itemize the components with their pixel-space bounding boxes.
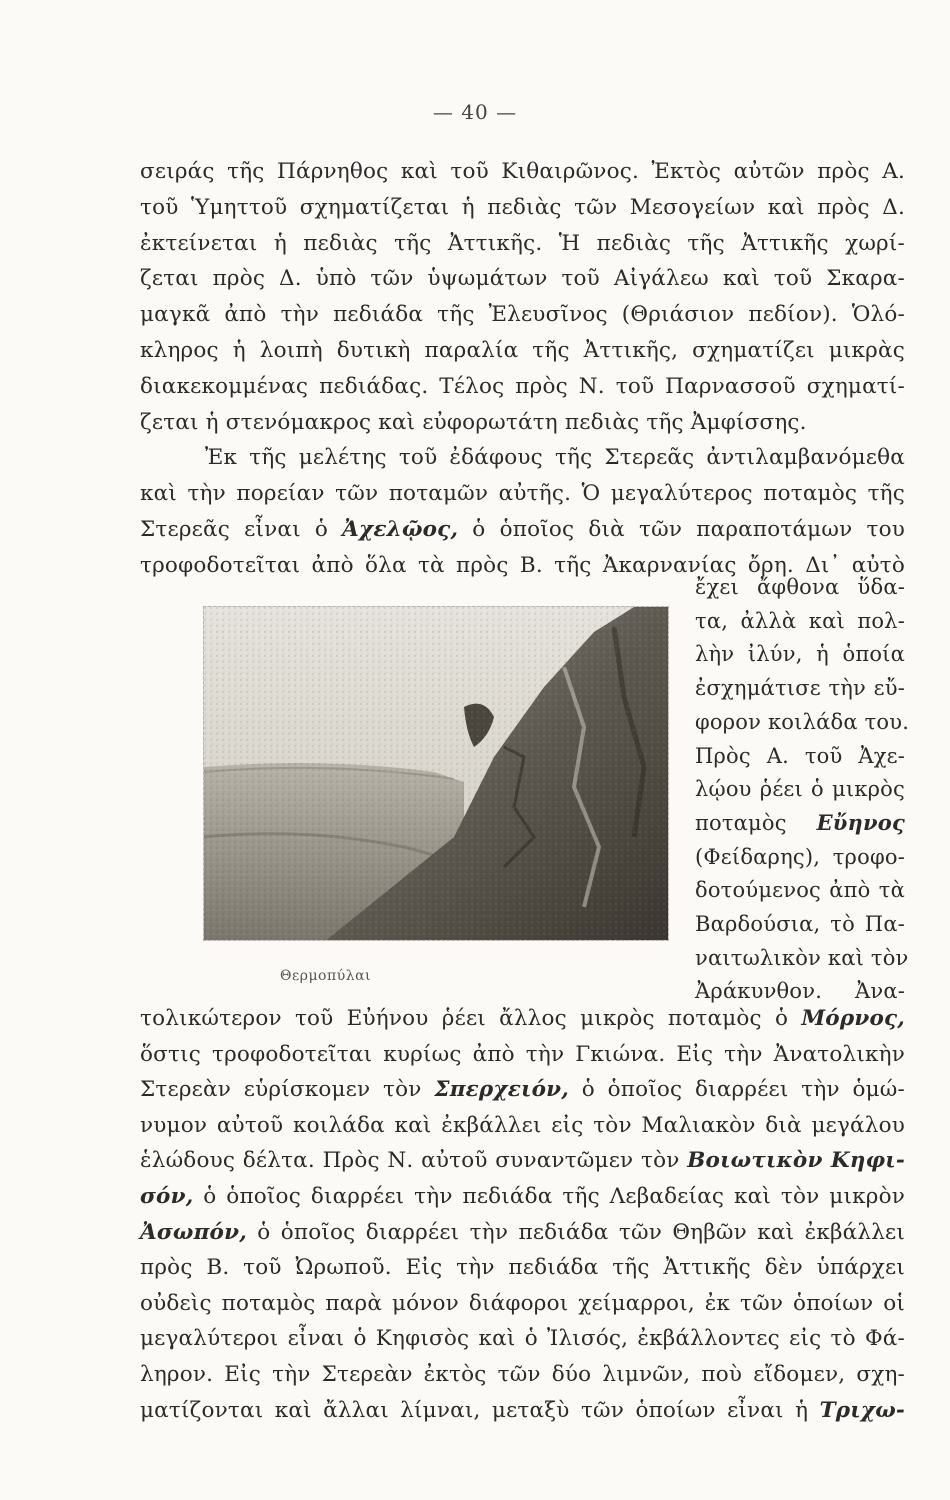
text-line [205, 443, 905, 473]
text-line [140, 1396, 905, 1426]
bold-term: Ἀχελῷος, [342, 517, 459, 542]
text-span: φορον κοιλάδα του. [695, 709, 910, 734]
bold-term: Εὔηνος [816, 809, 905, 835]
page-number: — 40 — [432, 100, 518, 124]
text-line [695, 875, 905, 905]
text-span: τα, ἀλλὰ καὶ πολ- [695, 608, 905, 633]
text-line [140, 1075, 905, 1105]
text-span: ματίζονται καὶ ἄλλαι λίμναι, μεταξὺ τῶν ὁποίων εἶναι ἡ [140, 1397, 820, 1423]
text-line [695, 673, 905, 703]
text-line [140, 479, 905, 509]
text-line [140, 1218, 905, 1248]
text-line [140, 229, 905, 259]
text-line [695, 774, 905, 804]
text-line [140, 1289, 905, 1319]
text-span: Στερεᾶς εἶναι ὁ [140, 517, 343, 542]
text-line [695, 741, 905, 771]
text-line [140, 1040, 905, 1070]
text-span: Πρὸς Α. τοῦ Ἀχε- [695, 743, 905, 768]
text-span: Ἀράκυνθον. Ἀνα- [695, 979, 905, 1004]
text-line [140, 1146, 905, 1176]
photo-thermopylae [203, 606, 669, 941]
text-span: ναιτωλικὸν καὶ τὸν [695, 945, 909, 970]
text-line [695, 943, 909, 973]
text-span: δοτούμενος ἀπὸ τὰ [695, 878, 905, 903]
text-span: πρὸς Β. τοῦ Ὠρωποῦ. Εἰς τὴν πεδιάδα τῆς Ἀττικῆς δὲν ὑπάρχει [140, 1255, 905, 1281]
photo-caption: Θερμοπύλαι [280, 968, 372, 984]
text-span: κληρος ἡ λοιπὴ δυτικὴ παραλία τῆς Ἀττικῆς, σχηματίζει μικρὰς [140, 338, 905, 363]
text-span: Βαρδούσια, τὸ Πα- [695, 912, 905, 936]
text-span: μεγαλύτεροι εἶναι ὁ Κηφισὸς καὶ ὁ Ἰλισός, ἐκβάλλοντες εἰς τὸ Φά- [140, 1326, 905, 1352]
text-span: λῴου ῥέει ὁ μικρὸς [695, 777, 905, 802]
text-span: ποταμὸς [695, 810, 817, 835]
text-span: μαγκᾶ ἀπὸ τὴν πεδιάδα τῆς Ἐλευσῖνος (Θριάσιον πεδίον). Ὁλό- [140, 302, 905, 328]
text-span: τοῦ Ὑμηττοῦ σχηματίζεται ἡ πεδιὰς τῶν Μεσογείων καὶ πρὸς Δ. [140, 194, 905, 220]
text-line [140, 1324, 905, 1354]
bold-term: Μόρνος, [801, 1006, 905, 1031]
text-span: ἔχει ἄφθονα ὕδα- [695, 575, 905, 599]
text-line [695, 707, 910, 737]
text-line [140, 1253, 905, 1283]
text-span: Ἐκ τῆς μελέτης τοῦ ἐδάφους τῆς Στερεᾶς ἀντιλαμβανόμεθα [205, 445, 905, 471]
text-line [140, 408, 905, 438]
text-span: ζεται πρὸς Δ. ὑπὸ τῶν ὑψωμάτων τοῦ Αἰγάλεω καὶ τοῦ Σκαρα- [140, 266, 905, 292]
text-span: ὁ ὁποῖος διὰ τῶν παραποτάμων του [458, 517, 905, 542]
text-span: καὶ τὴν πορείαν τῶν ποταμῶν αὐτῆς. Ὁ μεγαλύτερος ποταμὸς τῆς [140, 481, 905, 507]
text-span: ληρον. Εἰς τὴν Στερεὰν ἐκτὸς τῶν δύο λιμνῶν, ποὺ εἴδομεν, σχη- [140, 1362, 905, 1387]
text-line [695, 842, 905, 872]
text-line [140, 336, 905, 366]
text-line [140, 515, 905, 545]
text-span: ἐκτείνεται ἡ πεδιὰς τῆς Ἀττικῆς. Ἡ πεδιὰς τῆς Ἀττικῆς χωρί- [140, 230, 905, 256]
text-line [140, 1360, 905, 1390]
text-line [140, 300, 905, 330]
text-line [140, 157, 905, 187]
text-span: σειράς τῆς Πάρνηθος καὶ τοῦ Κιθαιρῶνος. Ἐκτὸς αὐτῶν πρὸς Α. [140, 159, 905, 184]
bold-term: Σπερχειόν, [434, 1077, 569, 1103]
text-span: ὅστις τροφοδοτεῖται κυρίως ἀπὸ τὴν Γκιώνα. Εἰς τὴν Ἀνατολικὴν [140, 1041, 905, 1067]
text-span: λὴν ἰλύν, ἡ ὁποία [695, 642, 905, 667]
bold-term: Ἀσωπόν, [140, 1219, 247, 1245]
text-line [140, 1004, 905, 1034]
text-line [695, 572, 905, 602]
bold-term: Τριχω- [819, 1397, 905, 1423]
text-line [695, 808, 905, 838]
text-line [695, 976, 905, 1006]
text-line [140, 264, 905, 294]
text-span: οὐδεὶς ποταμὸς παρὰ μόνον διάφοροι χείμαρροι, ἐκ τῶν ὁποίων οἱ [140, 1290, 905, 1316]
text-span: ὁ ὁποῖος διαρρέει τὴν πεδιάδα τῆς Λεβαδείας καὶ τὸν μικρὸν [193, 1184, 905, 1209]
text-span: ζεται ἡ στενόμακρος καὶ εὐφορωτάτη πεδιὰς τῆς Ἀμφίσσης. [140, 409, 807, 435]
text-span: ὁ ὁποῖος διαρρέει τὴν πεδιάδα τῶν Θηβῶν καὶ ἐκβάλλει [246, 1219, 905, 1245]
text-line [140, 193, 905, 223]
text-line [140, 372, 905, 402]
bold-term: σόν, [140, 1184, 194, 1209]
text-span: τροφοδοτεῖται ἀπὸ ὅλα τὰ πρὸς Β. τῆς Ἀκαρνανίας ὄρη. Δι᾿ αὐτὸ [140, 552, 905, 578]
photo-illustration [204, 607, 669, 941]
text-span: νυμον αὐτοῦ κοιλάδα καὶ ἐκβάλλει εἰς τὸν Μαλιακὸν διὰ μεγάλου [140, 1112, 905, 1138]
text-span: τολικώτερον τοῦ Εὐήνου ῥέει ἄλλος μικρὸς ποταμὸς ὁ [140, 1006, 802, 1031]
text-line [695, 909, 905, 939]
text-span: (Φείδαρης), τροφο- [695, 844, 905, 869]
text-line [695, 606, 905, 636]
bold-term: Βοιωτικὸν Κηφι- [687, 1148, 905, 1174]
text-line [140, 1182, 905, 1212]
text-line [140, 1111, 905, 1141]
text-line [695, 639, 905, 669]
text-span: διακεκομμένας πεδιάδας. Τέλος πρὸς Ν. τοῦ Παρνασσοῦ σχηματί- [140, 373, 905, 399]
text-span: Στερεὰν εὑρίσκομεν τὸν [140, 1077, 435, 1103]
text-span: ἑλώδους δέλτα. Πρὸς Ν. αὐτοῦ συναντῶμεν τὸν [140, 1148, 688, 1174]
text-span: ἐσχημάτισε τὴν εὔ- [695, 676, 905, 701]
text-span: ὁ ὁποῖος διαρρέει τὴν ὁμώ- [568, 1077, 905, 1103]
